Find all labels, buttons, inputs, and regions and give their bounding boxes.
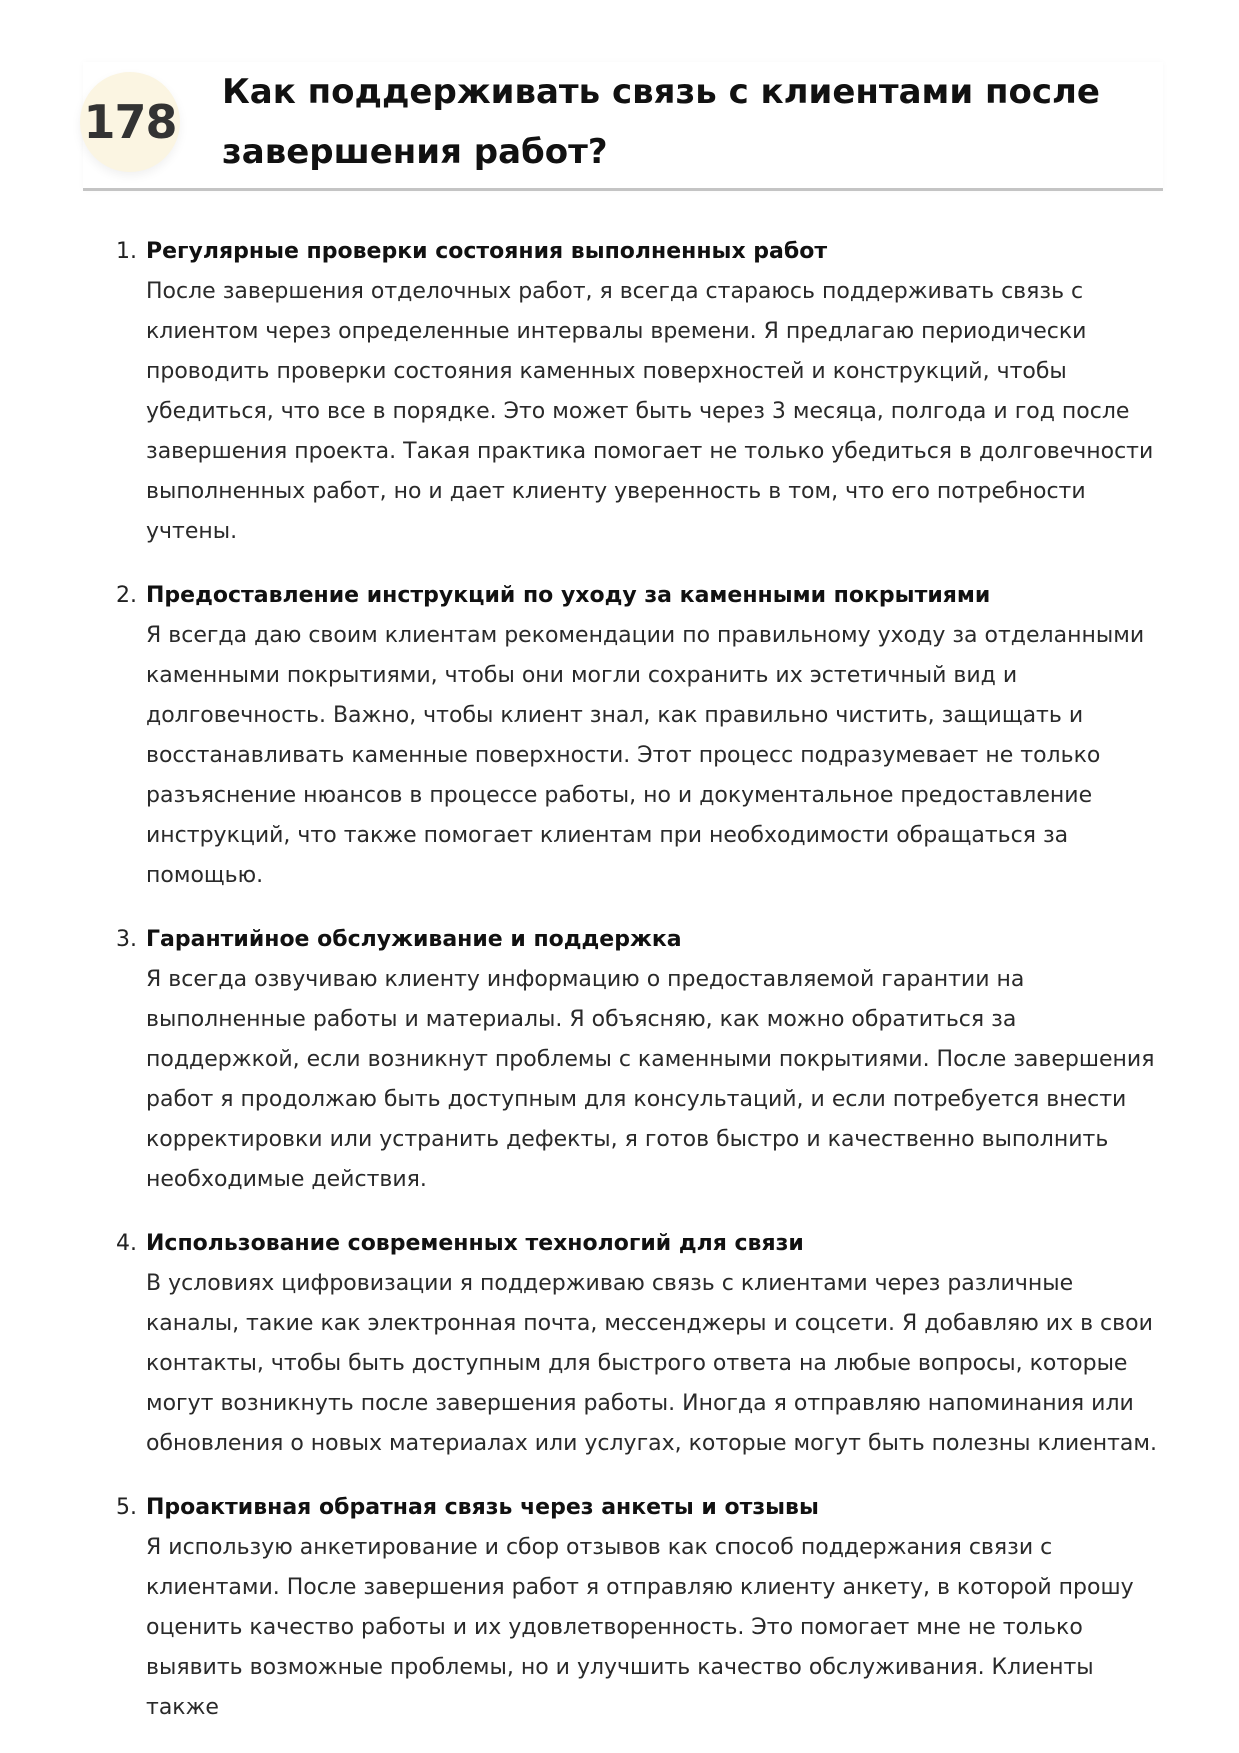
item-body: После завершения отделочных работ, я всегда стараюсь поддерживать связь с клиентом через определенные интервалы времени. Я предлагаю периодически проводить проверки состояния каменных поверхностей и конструкций, чтобы убедиться, что все в порядке. Это может быть через 3 месяца, полгода и год после завершения проекта. Такая практика помогает не только убедиться в долговечности выполненных работ, но и дает клиенту уверенность в том, что его потребности учтены.: [146, 279, 1154, 544]
question-number: 178: [83, 95, 177, 149]
item-body: Я всегда озвучиваю клиенту информацию о предоставляемой гарантии на выполненные работы и материалы. Я объясняю, как можно обратиться за поддержкой, если возникнут проблемы с каменными покрытиями. После завершения работ я продолжаю быть доступным для консультаций, и если потребуется внести корректировки или устранить дефекты, я готов быстро и качественно выполнить необходимые действия.: [146, 967, 1155, 1192]
item-body: Я использую анкетирование и сбор отзывов как способ поддержания связи с клиентами. После завершения работ я отправляю клиенту анкету, в которой прошу оценить качество работы и их удовлетворенность. Это помогает мне не только выявить возможные проблемы, но и улучшить качество обслуживания. Клиенты также: [146, 1535, 1134, 1720]
item-number: 2.: [116, 583, 137, 608]
item-title: Проактивная обратная связь через анкеты и отзывы: [146, 1495, 819, 1520]
list-item: [116, 232, 1166, 552]
list-item: [116, 1488, 1166, 1728]
list-item: [116, 576, 1166, 896]
list-item: [116, 920, 1166, 1200]
list-item: [116, 1224, 1166, 1464]
item-title: Регулярные проверки состояния выполненных работ: [146, 239, 828, 264]
item-title: Использование современных технологий для связи: [146, 1231, 804, 1256]
item-number: 5.: [116, 1495, 137, 1520]
answer-list: [116, 232, 1166, 1752]
item-number: 1.: [116, 239, 137, 264]
question-number-badge: [80, 72, 180, 172]
item-title: Гарантийное обслуживание и поддержка: [146, 927, 682, 952]
item-number: 3.: [116, 927, 137, 952]
item-body: В условиях цифровизации я поддерживаю связь с клиентами через различные каналы, такие как электронная почта, мессенджеры и соцсети. Я добавляю их в свои контакты, чтобы быть доступным для быстрого ответа на любые вопросы, которые могут возникнуть после завершения работы. Иногда я отправляю напоминания или обновления о новых материалах или услугах, которые могут быть полезны клиентам.: [146, 1271, 1157, 1456]
item-number: 4.: [116, 1231, 137, 1256]
question-title: Как поддерживать связь с клиентами после завершения работ?: [222, 72, 1100, 172]
item-body: Я всегда даю своим клиентам рекомендации по правильному уходу за отделанными каменными покрытиями, чтобы они могли сохранить их эстетичный вид и долговечность. Важно, чтобы клиент знал, как правильно чистить, защищать и восстанавливать каменные поверхности. Этот процесс подразумевает не только разъяснение нюансов в процессе работы, но и документальное предоставление инструкций, что также помогает клиентам при необходимости обращаться за помощью.: [146, 623, 1145, 888]
item-title: Предоставление инструкций по уходу за каменными покрытиями: [146, 583, 991, 608]
